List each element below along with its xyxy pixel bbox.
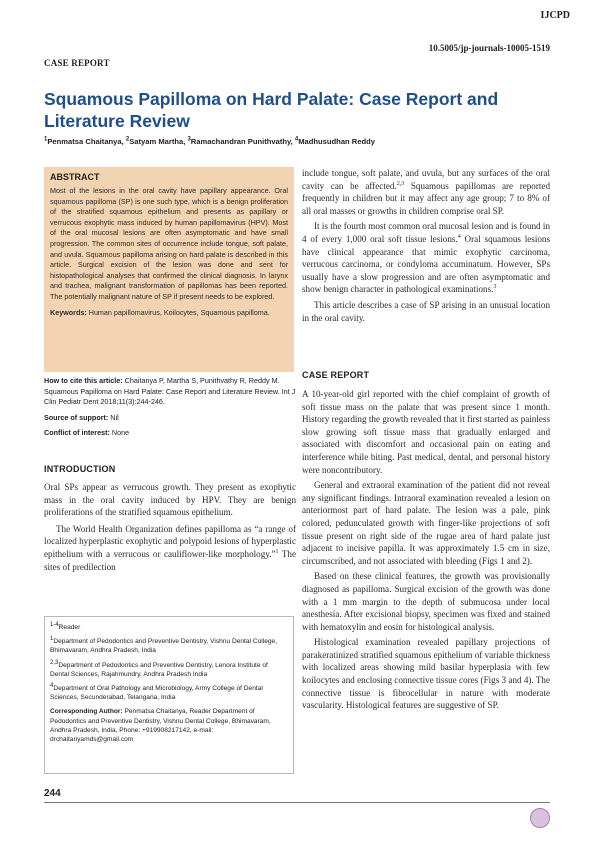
- footer-divider: [44, 802, 550, 803]
- intro-paragraph-1: Oral SPs appear as verrucous growth. They present as exophytic mass in the oral cavity induced by HPV. They are benign proliferations of the stratified squamous epithelium.: [44, 482, 296, 518]
- abstract-text: Most of the lesions in the oral cavity have papillary appearance. Oral squamous papilloma (SP) is one such type, which is a benign proliferation of the stratified squamous epithelium and presents as papillary or verrucous exophytic mass induced by human papillomavirus (HPV). Most of the oral mucosal lesions are often asymptomatic and have small progression. The common sites of occurrence include tongue, soft palate, and uvula. Squamous papilloma arising on hard palate is described in this article. Surgical excision of the lesion was done and sent for histopathological analyses that confirmed the clinical diagnosis. In larynx and trachea, malignant transformation of papillomas has been reported. The potentially malignant nature of SP if present needs to be explored.: [50, 186, 288, 301]
- keywords-text: Human papillomavirus, Koilocytes, Squamous papilloma.: [86, 307, 270, 317]
- journal-tag: IJCPD: [540, 10, 570, 21]
- author-3-sup: 3: [187, 136, 191, 143]
- case-paragraph-2: General and extraoral examination of the patient did not reveal any significant findings. Intraoral examination revealed a lesion on anteriormost part of hard palate. The lesion was a pale, pink colored, pedunculated growth with finger-like projections of soft tissue present on right side of the rugae area of hard palate just adjacent to incisive papilla. It was approximately 1.5 cm in size, circumscribed, and not associated with bleeding (Figs 1 and 2).: [302, 480, 550, 566]
- right-paragraph-3: This article describes a case of SP arising in an unusual location in the oral cavity.: [302, 299, 550, 323]
- citation-label: How to cite this article:: [44, 376, 123, 385]
- keywords: [50, 308, 288, 319]
- readers-sup: 1-4: [50, 621, 59, 628]
- intro-p2-tail: The sites of predilection: [44, 548, 296, 572]
- citation-text: Chaitanya P, Martha S, Punithvathy R, Reddy M. Squamous Papilloma on Hard Palate: Case Report and Literature Review. Int J Clin Pediatr Dent 2018;11(3):244-246.: [44, 376, 296, 406]
- keywords-label: Keywords:: [50, 307, 87, 317]
- citation: [44, 376, 296, 408]
- aff1-text: Department of Pedodontics and Preventive Dentistry, Vishnu Dental College, Bhimavaram, Andhra Pradesh, India: [50, 638, 278, 655]
- rp1-ref: 2,3: [396, 180, 405, 187]
- aff3-sup: 4: [50, 682, 54, 689]
- case-paragraph-4: Histological examination revealed papillary projections of parakeratinized stratified squamous epithelium of variable thickness with localized areas showing mild basilar hyperplasia with few koilocytes and enclosing connective tissue cores (Figs 3 and 4). The connective tissue is fibrocellular in nature with moderate vascularity. Histological features are suggestive of SP.: [302, 637, 550, 711]
- corr-label: Corresponding Author:: [50, 708, 123, 716]
- author-list: [44, 137, 554, 146]
- aff2-sup: 2,3: [50, 659, 59, 666]
- support-text: Nil: [108, 412, 119, 422]
- rp2-text: It is the fourth most common oral mucosal lesion and is found in 4 of every 1,000 oral soft tissue lesions.: [302, 221, 550, 244]
- rp2-ref: 4: [457, 233, 461, 240]
- corresponding-author: [50, 707, 288, 744]
- affiliation-3: [50, 684, 288, 702]
- introduction-body: [44, 481, 296, 573]
- article-meta: [44, 376, 296, 444]
- aff2-text: Department of Pedodontics and Preventive Dentistry, Lenora Institute of Dental Sciences, Rajahmundry, Andhra Pradesh India: [50, 661, 268, 678]
- rp1-text: include tongue, soft palate, and uvula, but any surfaces of the oral cavity can be affected.: [302, 168, 550, 191]
- conflict-of-interest: [44, 428, 296, 439]
- intro-p2-ref: 1: [275, 548, 279, 555]
- article-title: [44, 88, 544, 132]
- author-3: Ramachandran Punithvathy,: [190, 137, 295, 146]
- case-paragraph-1: A 10-year-old girl reported with the chief complaint of growth of soft tissue mass on the palate that was present since 1 month. History regarding the growth revealed that it first started as painless slow growing soft tissue mass that gradually enlarged and associated with discomfort and occasional pain on eating and interference while biting. Past medical, dental, and personal history were noncontributory.: [302, 389, 550, 475]
- title-line-1: Squamous Papilloma on Hard Palate: Case Report and: [44, 89, 499, 109]
- intro-paragraph-2: [44, 523, 296, 573]
- corr-text: Penmatsa Chaitanya, Reader Department of Pedodontics and Preventive Dentistry, Vishnu Dental College, Bhimavaram, Andhra Pradesh, India, Phone: +919908217142, e-mail: drchaitanyamds@gmail.com: [50, 708, 271, 744]
- introduction-heading: INTRODUCTION: [44, 464, 116, 474]
- affiliation-2: [50, 661, 288, 679]
- case-report-heading: CASE REPORT: [302, 370, 370, 380]
- author-4-sup: 4: [294, 136, 299, 143]
- doi[interactable]: 10.5005/jp-journals-10005-1519: [428, 43, 550, 53]
- section-label: CASE REPORT: [44, 58, 110, 68]
- abstract-heading: ABSTRACT: [50, 172, 100, 182]
- readers-line: [50, 623, 288, 632]
- conflict-text: None: [109, 428, 130, 437]
- abstract-box: [44, 167, 294, 372]
- rp1-tail: Squamous papillomas are reported frequently in children but it may affect any age group; 7 to 8% of all oral masses or growths in children comprise oral SP.: [302, 180, 550, 216]
- case-paragraph-3: Based on these clinical features, the growth was provisionally diagnosed as papilloma. Surgical excision of the growth was done with a 1 mm margin to the depth of submucosa under local anesthesia. After excisional biopsy, specimen was fixed and stained with hematoxylin and eosin for histological analysis.: [302, 571, 550, 632]
- conflict-label: Conflict of interest:: [44, 428, 110, 437]
- readers-text: Reader: [58, 624, 81, 631]
- author-1: Penmatsa Chaitanya,: [47, 137, 126, 146]
- rp2-ref-2: 3: [493, 284, 497, 291]
- publisher-seal-icon: [530, 808, 550, 828]
- author-2: Satyam Martha,: [129, 137, 188, 146]
- author-1-sup: 1: [44, 136, 48, 143]
- author-2-sup: 2: [125, 136, 130, 143]
- title-line-2: Literature Review: [44, 111, 190, 131]
- rp2-tail: Oral squamous lesions have clinical appearance that mimic exophytic carcinoma, verrucous carcinoma, or condyloma accuminatum. However, SPs usually have a slow progression and are often asymptomatic and show benign character in pathological examinations.: [302, 233, 550, 295]
- intro-p2-text: The World Health Organization defines papilloma as “a range of localized hyperplastic exophytic and polypoid lesions of hyperplastic epithelium with a verrucous or cauliflower-like morphology.”: [44, 523, 296, 559]
- page-number: 244: [44, 788, 61, 799]
- author-4: Madhusudhan Reddy: [298, 137, 376, 146]
- aff1-sup: 1: [50, 636, 54, 643]
- right-column-intro: [302, 167, 550, 324]
- source-of-support: [44, 413, 296, 424]
- aff3-text: Department of Oral Pathology and Microbiology, Army College of Dental Sciences, Secunderabad, Telangana, India: [50, 685, 263, 702]
- right-paragraph-2: [302, 220, 550, 296]
- affiliations-box: [44, 616, 294, 774]
- right-paragraph-1: [302, 167, 550, 217]
- support-label: Source of support:: [44, 412, 109, 422]
- case-report-body: [302, 388, 550, 712]
- affiliation-1: [50, 637, 288, 655]
